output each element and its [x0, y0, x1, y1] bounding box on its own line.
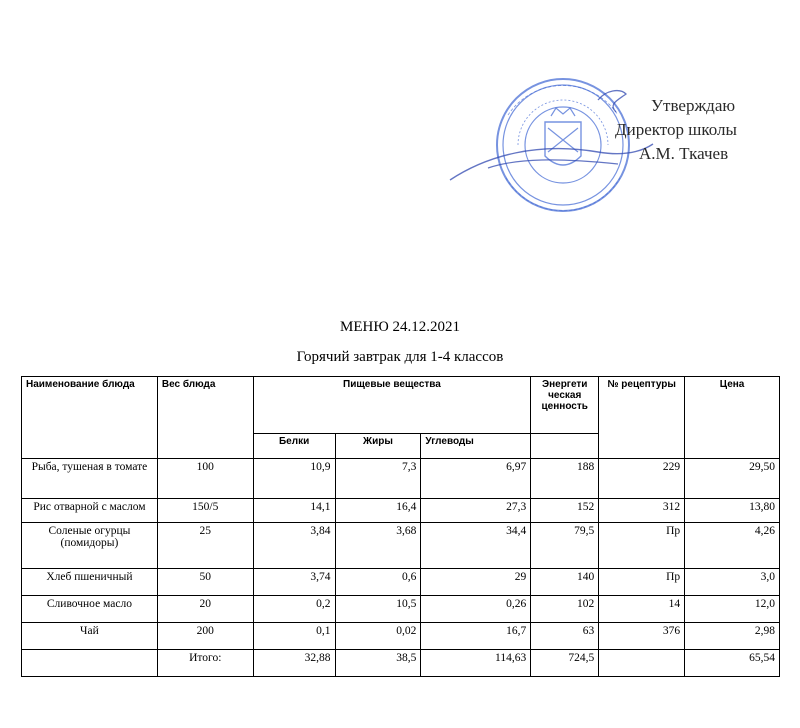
total-row	[22, 650, 780, 677]
dish-carbs: 16,7	[421, 623, 531, 650]
dish-protein: 10,9	[253, 459, 335, 499]
header-price: Цена	[685, 377, 780, 459]
dish-recipe: Пр	[599, 569, 685, 596]
total-price: 65,54	[685, 650, 780, 677]
dish-fat: 3,68	[335, 523, 421, 569]
header-weight: Вес блюда	[157, 377, 253, 459]
approval-signatory: А.М. Ткачев	[639, 144, 729, 163]
dish-carbs: 34,4	[421, 523, 531, 569]
dish-recipe: 376	[599, 623, 685, 650]
dish-energy: 79,5	[531, 523, 599, 569]
dish-energy: 63	[531, 623, 599, 650]
header-nutrients: Пищевые вещества	[253, 377, 531, 434]
total-empty	[22, 650, 158, 677]
table-row	[22, 569, 780, 596]
header-recipe: № рецептуры	[599, 377, 685, 459]
dish-price: 13,80	[685, 499, 780, 523]
dish-protein: 0,1	[253, 623, 335, 650]
header-energy-empty	[531, 434, 599, 459]
dish-name: Чай	[22, 623, 158, 650]
dish-energy: 140	[531, 569, 599, 596]
total-carbs: 114,63	[421, 650, 531, 677]
total-fat: 38,5	[335, 650, 421, 677]
dish-weight: 200	[157, 623, 253, 650]
table-row	[22, 459, 780, 499]
dish-carbs: 29	[421, 569, 531, 596]
approval-block	[615, 94, 795, 166]
header-carbs: Углеводы	[421, 434, 531, 459]
dish-weight: 100	[157, 459, 253, 499]
dish-fat: 10,5	[335, 596, 421, 623]
dish-weight: 20	[157, 596, 253, 623]
dish-protein: 0,2	[253, 596, 335, 623]
total-energy: 724,5	[531, 650, 599, 677]
dish-recipe: 229	[599, 459, 685, 499]
dish-energy: 102	[531, 596, 599, 623]
dish-price: 29,50	[685, 459, 780, 499]
dish-name: Рыба, тушеная в томате	[22, 459, 158, 499]
dish-weight: 150/5	[157, 499, 253, 523]
dish-price: 4,26	[685, 523, 780, 569]
dish-carbs: 27,3	[421, 499, 531, 523]
dish-energy: 188	[531, 459, 599, 499]
approval-line: Утверждаю	[651, 96, 736, 115]
dish-carbs: 6,97	[421, 459, 531, 499]
menu-table	[21, 376, 780, 677]
dish-energy: 152	[531, 499, 599, 523]
table-row	[22, 499, 780, 523]
page-subtitle: Горячий завтрак для 1-4 классов	[296, 349, 504, 365]
dish-protein: 3,84	[253, 523, 335, 569]
total-protein: 32,88	[253, 650, 335, 677]
approval-position: Директор школы	[615, 120, 737, 139]
header-fat: Жиры	[335, 434, 421, 459]
dish-recipe: 14	[599, 596, 685, 623]
table-row	[22, 623, 780, 650]
dish-price: 12,0	[685, 596, 780, 623]
dish-fat: 7,3	[335, 459, 421, 499]
table-row	[22, 596, 780, 623]
dish-fat: 0,02	[335, 623, 421, 650]
table-row	[22, 523, 780, 569]
dish-name: Соленые огурцы (помидоры)	[22, 523, 158, 569]
dish-carbs: 0,26	[421, 596, 531, 623]
dish-protein: 14,1	[253, 499, 335, 523]
total-recipe-empty	[599, 650, 685, 677]
dish-protein: 3,74	[253, 569, 335, 596]
page-title: МЕНЮ 24.12.2021	[340, 319, 460, 335]
dish-fat: 0,6	[335, 569, 421, 596]
header-name: Наименование блюда	[22, 377, 158, 459]
header-protein: Белки	[253, 434, 335, 459]
dish-price: 2,98	[685, 623, 780, 650]
dish-name: Хлеб пшеничный	[22, 569, 158, 596]
dish-weight: 25	[157, 523, 253, 569]
dish-recipe: 312	[599, 499, 685, 523]
dish-price: 3,0	[685, 569, 780, 596]
dish-name: Рис отварной с маслом	[22, 499, 158, 523]
dish-name: Сливочное масло	[22, 596, 158, 623]
dish-fat: 16,4	[335, 499, 421, 523]
header-energy: Энергети ческая ценность	[531, 377, 599, 434]
dish-weight: 50	[157, 569, 253, 596]
dish-recipe: Пр	[599, 523, 685, 569]
total-label: Итого:	[157, 650, 253, 677]
